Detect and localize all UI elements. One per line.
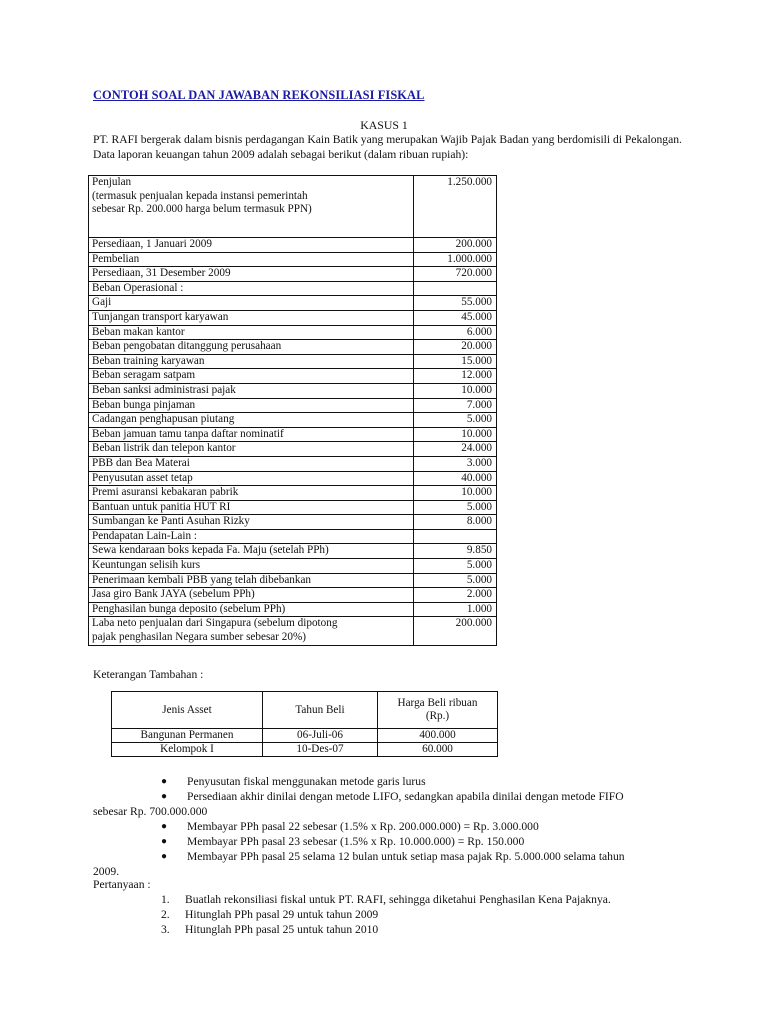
row-value: 40.000 xyxy=(414,471,497,486)
question-item xyxy=(93,922,683,937)
row-label-text: Beban listrik dan telepon kantor xyxy=(92,442,236,455)
row-value: 10.000 xyxy=(414,486,497,501)
row-label-text: Laba neto penjualan dari Singapura (sebelum dipotong xyxy=(92,617,338,630)
table-row xyxy=(89,588,497,603)
financial-data-table xyxy=(88,175,497,646)
row-label xyxy=(89,325,414,340)
row-label xyxy=(89,369,414,384)
question-number: 1. xyxy=(161,893,170,906)
row-value xyxy=(414,529,497,544)
asset-table-header xyxy=(112,692,498,729)
table-row xyxy=(89,456,497,471)
table-row xyxy=(89,529,497,544)
row-label xyxy=(89,559,414,574)
row-label-text: Pembelian xyxy=(92,252,140,265)
row-label-text: Sumbangan ke Panti Asuhan Rizky xyxy=(92,515,250,528)
row-value: 200.000 xyxy=(414,617,497,645)
row-label xyxy=(89,296,414,311)
note-continuation: sebesar Rp. 700.000.000 xyxy=(93,805,208,818)
table-row xyxy=(89,573,497,588)
row-label xyxy=(89,252,414,267)
table-row xyxy=(89,238,497,253)
table-row xyxy=(89,427,497,442)
asset-cell: 06-Juli-06 xyxy=(263,729,378,743)
row-label-text: Beban seragam satpam xyxy=(92,369,196,382)
case-title: KASUS 1 xyxy=(360,118,408,132)
row-label-text: Beban bunga pinjaman xyxy=(92,398,196,411)
table-row xyxy=(89,369,497,384)
table-row xyxy=(89,354,497,369)
row-label-text: Penjulan xyxy=(92,176,132,188)
asset-table xyxy=(111,691,498,757)
row-label xyxy=(89,176,414,238)
row-value: 24.000 xyxy=(414,442,497,457)
row-value: 9.850 xyxy=(414,544,497,559)
row-value: 15.000 xyxy=(414,354,497,369)
asset-header-harga-line2: (Rp.) xyxy=(425,710,450,722)
row-label xyxy=(89,238,414,253)
note-continuation: 2009. xyxy=(93,865,120,878)
table-row xyxy=(89,176,497,238)
table-row xyxy=(89,340,497,355)
table-row xyxy=(89,296,497,311)
row-value: 720.000 xyxy=(414,267,497,282)
row-value: 5.000 xyxy=(414,559,497,574)
row-label-text: Penyusutan asset tetap xyxy=(92,471,193,484)
row-label-continuation: pajak penghasilan Negara sumber sebesar 20%) xyxy=(92,631,307,644)
asset-header-harga-line1: Harga Beli ribuan xyxy=(397,697,478,709)
intro-paragraph: PT. RAFI bergerak dalam bisnis perdagangan Kain Batik yang merupakan Wajib Pajak Badan yang berdomisili di Pekalongan. Data laporan keuangan tahun 2009 adalah sebagai berikut (dalam ribuan rupiah): xyxy=(93,133,682,161)
bullet-icon: ● xyxy=(161,791,168,802)
question-item xyxy=(93,892,683,907)
row-value: 8.000 xyxy=(414,515,497,530)
row-label xyxy=(89,354,414,369)
row-label-text: Beban Operasional : xyxy=(92,281,184,294)
row-label xyxy=(89,544,414,559)
note-item xyxy=(93,834,683,849)
note-item xyxy=(93,819,683,834)
row-label-continuation: sebesar Rp. 200.000 harga belum termasuk PPN) xyxy=(92,203,312,216)
row-value: 7.000 xyxy=(414,398,497,413)
asset-cell: Bangunan Permanen xyxy=(112,729,263,743)
row-value: 10.000 xyxy=(414,383,497,398)
row-label-text: PBB dan Bea Materai xyxy=(92,456,190,469)
row-label xyxy=(89,427,414,442)
table-row xyxy=(89,486,497,501)
row-label-text: Pendapatan Lain-Lain : xyxy=(92,529,197,542)
note-item xyxy=(93,774,683,789)
note-item xyxy=(93,849,683,879)
row-value: 20.000 xyxy=(414,340,497,355)
row-label xyxy=(89,602,414,617)
note-text: Membayar PPh pasal 23 sebesar (1.5% x Rp. 10.000.000) = Rp. 150.000 xyxy=(187,835,525,848)
row-value: 10.000 xyxy=(414,427,497,442)
bullet-icon: ● xyxy=(161,821,168,832)
document-title: CONTOH SOAL DAN JAWABAN REKONSILIASI FISKAL xyxy=(93,88,425,102)
row-label-text: Beban sanksi administrasi pajak xyxy=(92,383,236,396)
row-label xyxy=(89,413,414,428)
row-value: 200.000 xyxy=(414,238,497,253)
row-label-text: Penghasilan bunga deposito (sebelum PPh) xyxy=(92,602,286,615)
row-label xyxy=(89,383,414,398)
note-text: Penyusutan fiskal menggunakan metode garis lurus xyxy=(187,775,426,788)
table-row xyxy=(89,325,497,340)
row-label xyxy=(89,281,414,296)
row-value: 55.000 xyxy=(414,296,497,311)
table-row xyxy=(89,398,497,413)
table-row xyxy=(89,602,497,617)
asset-header-tahun: Tahun Beli xyxy=(263,692,378,729)
row-value: 12.000 xyxy=(414,369,497,384)
row-label-text: Beban makan kantor xyxy=(92,325,185,338)
question-text: Hitunglah PPh pasal 29 untuk tahun 2009 xyxy=(185,908,379,921)
row-value: 5.000 xyxy=(414,573,497,588)
questions-list xyxy=(93,892,683,937)
bullet-icon: ● xyxy=(161,851,168,862)
row-value: 3.000 xyxy=(414,456,497,471)
row-label-text: Tunjangan transport karyawan xyxy=(92,310,229,323)
row-label xyxy=(89,456,414,471)
row-value: 1.250.000 xyxy=(414,176,497,238)
asset-row xyxy=(112,729,498,743)
row-label-text: Persediaan, 31 Desember 2009 xyxy=(92,267,231,280)
asset-cell: 400.000 xyxy=(378,729,498,743)
table-row xyxy=(89,383,497,398)
question-text: Buatlah rekonsiliasi fiskal untuk PT. RAFI, sehingga diketahui Penghasilan Kena Pajaknya. xyxy=(185,893,611,906)
row-label-text: Premi asuransi kebakaran pabrik xyxy=(92,486,239,499)
row-label xyxy=(89,617,414,645)
row-label xyxy=(89,515,414,530)
table-row xyxy=(89,281,497,296)
row-value xyxy=(414,281,497,296)
table-row xyxy=(89,442,497,457)
notes-list xyxy=(93,774,683,879)
row-label-text: Sewa kendaraan boks kepada Fa. Maju (setelah PPh) xyxy=(92,544,329,557)
row-label-text: Bantuan untuk panitia HUT RI xyxy=(92,500,231,513)
table-row xyxy=(89,559,497,574)
row-label xyxy=(89,529,414,544)
row-value: 5.000 xyxy=(414,500,497,515)
note-text: Membayar PPh pasal 25 selama 12 bulan untuk setiap masa pajak Rp. 5.000.000 selama tahun xyxy=(187,850,625,863)
row-label xyxy=(89,588,414,603)
row-value: 45.000 xyxy=(414,310,497,325)
row-value: 6.000 xyxy=(414,325,497,340)
table-row xyxy=(89,252,497,267)
note-text: Membayar PPh pasal 22 sebesar (1.5% x Rp. 200.000.000) = Rp. 3.000.000 xyxy=(187,820,539,833)
asset-header-jenis: Jenis Asset xyxy=(112,692,263,729)
bullet-icon: ● xyxy=(161,776,168,787)
row-label-text: Gaji xyxy=(92,296,112,309)
table-row xyxy=(89,413,497,428)
row-label xyxy=(89,340,414,355)
row-label-text: Penerimaan kembali PBB yang telah dibebankan xyxy=(92,573,312,586)
note-text: Persediaan akhir dinilai dengan metode LIFO, sedangkan apabila dinilai dengan metode FIFO xyxy=(187,790,624,803)
asset-cell: Kelompok I xyxy=(112,743,263,757)
row-label xyxy=(89,442,414,457)
table-row xyxy=(89,500,497,515)
table-row xyxy=(89,471,497,486)
pertanyaan-title: Pertanyaan : xyxy=(93,878,151,891)
row-value: 5.000 xyxy=(414,413,497,428)
row-label xyxy=(89,267,414,282)
row-label-text: Beban training karyawan xyxy=(92,354,205,367)
question-number: 2. xyxy=(161,908,170,921)
row-label-continuation: (termasuk penjualan kepada instansi pemerintah xyxy=(92,189,308,202)
note-item xyxy=(93,789,683,819)
table-row xyxy=(89,515,497,530)
row-label xyxy=(89,310,414,325)
table-row xyxy=(89,617,497,645)
question-number: 3. xyxy=(161,923,170,936)
row-value: 1.000 xyxy=(414,602,497,617)
row-value: 2.000 xyxy=(414,588,497,603)
table-row xyxy=(89,544,497,559)
row-label-text: Beban jamuan tamu tanpa daftar nominatif xyxy=(92,427,284,440)
row-label xyxy=(89,471,414,486)
row-label xyxy=(89,500,414,515)
row-label xyxy=(89,398,414,413)
table-row xyxy=(89,267,497,282)
row-label-text: Keuntungan selisih kurs xyxy=(92,559,201,572)
asset-header-harga xyxy=(378,692,498,729)
asset-cell: 60.000 xyxy=(378,743,498,757)
row-label-text: Persediaan, 1 Januari 2009 xyxy=(92,238,212,250)
asset-cell: 10-Des-07 xyxy=(263,743,378,757)
bullet-icon: ● xyxy=(161,836,168,847)
row-value: 1.000.000 xyxy=(414,252,497,267)
row-label xyxy=(89,573,414,588)
row-label-text: Beban pengobatan ditanggung perusahaan xyxy=(92,340,282,353)
table-row xyxy=(89,310,497,325)
keterangan-title: Keterangan Tambahan : xyxy=(93,668,204,681)
row-label-text: Cadangan penghapusan piutang xyxy=(92,413,235,426)
row-label-text: Jasa giro Bank JAYA (sebelum PPh) xyxy=(92,588,255,601)
question-item xyxy=(93,907,683,922)
question-text: Hitunglah PPh pasal 25 untuk tahun 2010 xyxy=(185,923,379,936)
row-label xyxy=(89,486,414,501)
asset-row xyxy=(112,743,498,757)
